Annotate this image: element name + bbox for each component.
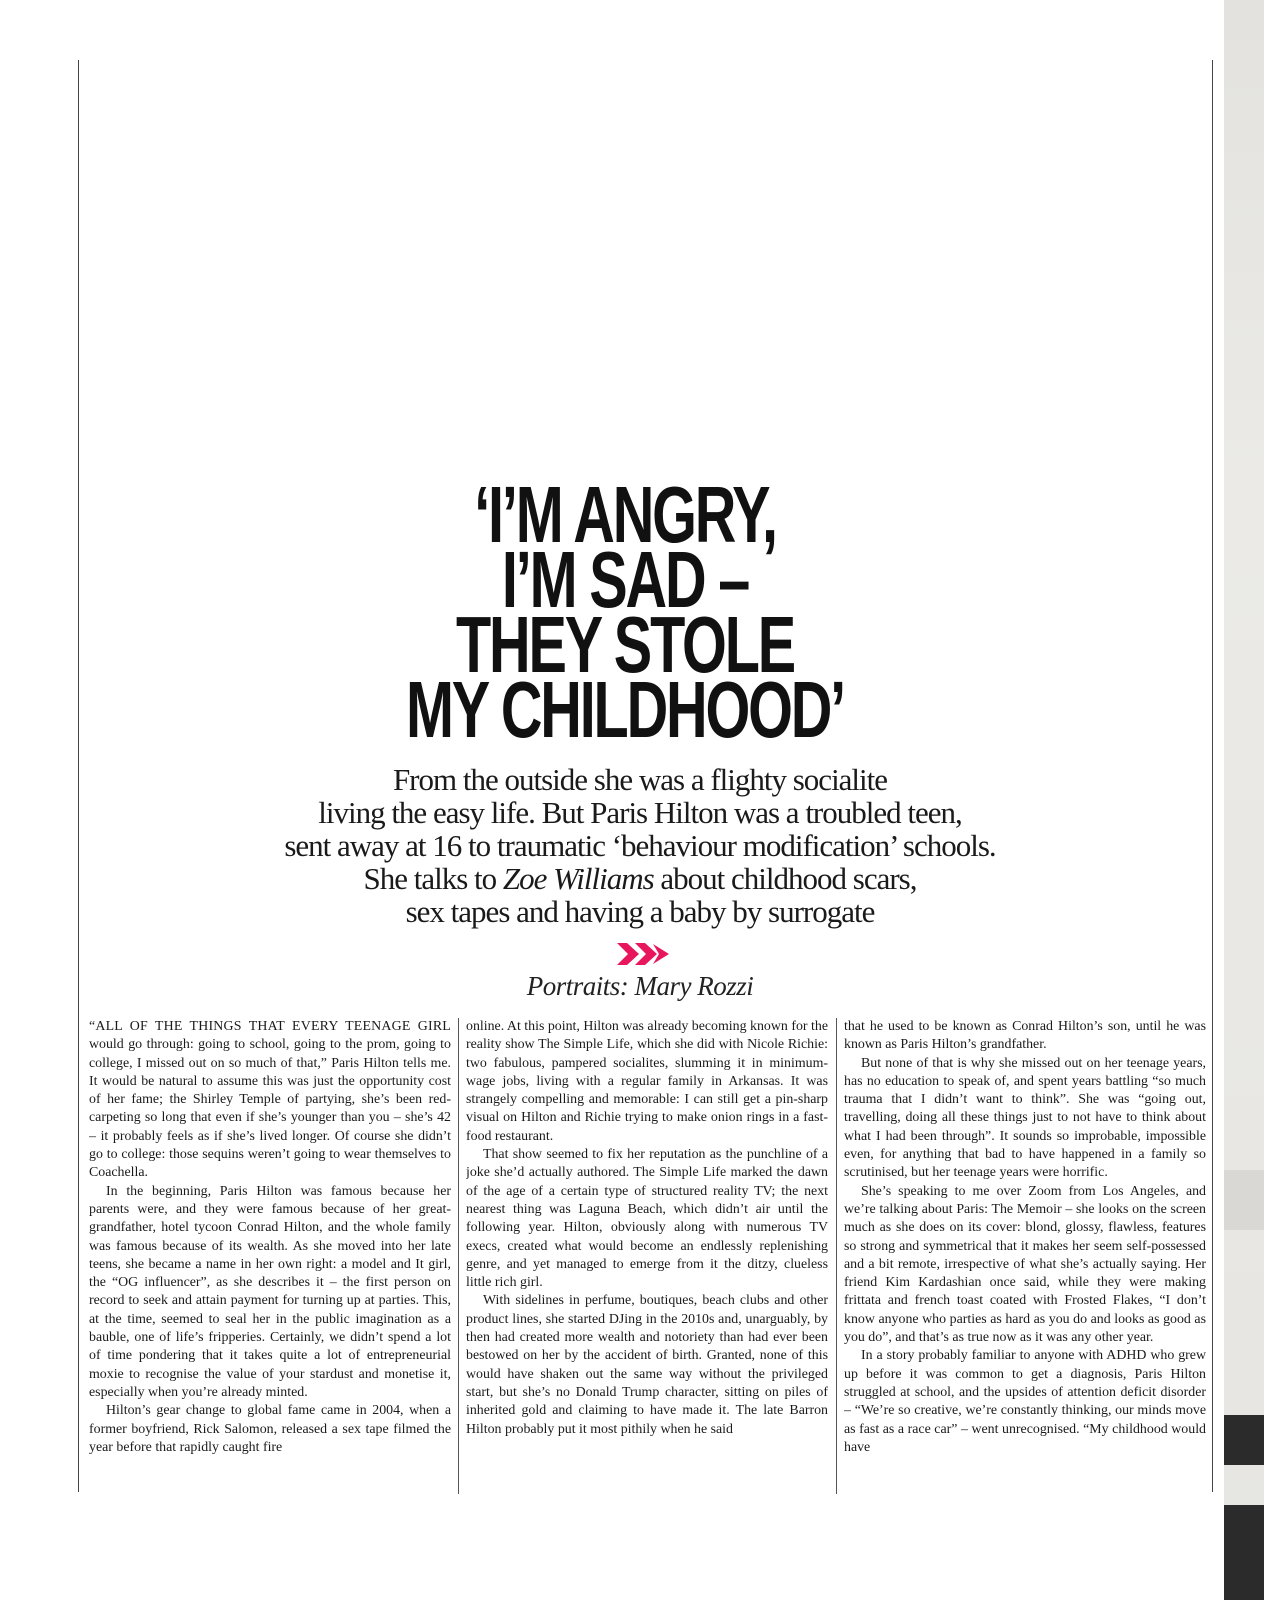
author-name: Zoe Williams — [502, 861, 654, 896]
paragraph: In the beginning, Paris Hilton was famous because her parents were, and they were famous because of her great-grandfather, hotel tycoon Conrad Hilton, and the whole family was famous because of its wealth. As she moved into her late teens, she became a name in her own right: a model and It girl, the “OG influencer”, as she describes it – the first person on record to seek and attain payment for turning up at parties. This, at the time, seemed to seal her in the public imagination as a bauble, one of life’s fripperies. Certainly, we didn’t spend a lot of time pondering that it takes quite a lot of entrepreneurial moxie to recognise the value of your stardust and monetise it, especially when you’re already minted. — [89, 1183, 451, 1400]
photo-credit: Portraits: Mary Rozzi — [526, 971, 754, 1001]
paragraph: that he used to be known as Conrad Hilton’s son, until he was known as Paris Hilton’s grandfather. — [844, 1019, 1206, 1053]
paragraph: But none of that is why she missed out on her teenage years, has no education to speak of, and spent years battling “so much trauma that I didn’t want to think”. She was “going out, travelling, doing all these things just to not have to think about what I had been through”. It sounds so improbable, impossible even, for anything that bad to have happened in a family so scrutinised, but her teenage years were horrific. — [844, 1055, 1206, 1181]
photo-band — [1224, 1170, 1264, 1230]
standfirst-text: about childhood scars, — [653, 861, 917, 896]
opening-caps: “ALL OF THE THINGS THAT EVERY TEENAGE GIRL — [89, 1019, 451, 1034]
standfirst-text: She talks to — [363, 861, 503, 896]
paragraph: online. At this point, Hilton was already becoming known for the reality show The Simple Life, which she did with Nicole Richie: two fabulous, pampered socialites, slumming it in minimum-wage jobs, living with a regular family in Arkansas. It was strangely compelling and memorable: I can still get a pin-sharp visual on Hilton and Richie trying to make onion rings in a fast-food restaurant. — [466, 1019, 828, 1144]
double-arrow-ornament-icon — [617, 940, 671, 968]
paragraph — [89, 1018, 451, 1183]
body-column-2 — [466, 1018, 828, 1498]
headline-line: I’M SAD – — [501, 535, 749, 624]
photo-band — [1224, 1505, 1264, 1600]
body-column-3 — [844, 1018, 1206, 1498]
article-standfirst — [200, 763, 1080, 928]
paragraph: She’s speaking to me over Zoom from Los Angeles, and we’re talking about Paris: The Memoir – she looks on the screen much as she does on its cover: blond, glossy, flawless, features so strong and symmetrical that it makes her seem self-possessed and a bit remote, irrespective of what she’s actually saying. Her friend Kim Kardashian once said, while they were making frittata and french toast coated with Frosted Flakes, “I don’t know anyone who parties as hard as you do and looks as good as you do”, and that’s as true now as it was any other year. — [844, 1183, 1206, 1346]
page-right-rule — [1212, 60, 1213, 1492]
paragraph: Hilton’s gear change to global fame came in 2004, when a former boyfriend, Rick Salomon, released a sex tape filmed the year before that rapidly caught fire — [89, 1403, 451, 1455]
body-column-1 — [89, 1018, 451, 1498]
paragraph: In a story probably familiar to anyone with ADHD who grew up before it was common to get a diagnosis, Paris Hilton struggled at school, and the upsides of attention deficit disorder – “We’re so creative, we’re constantly thinking, our minds move as fast as a race car” – went unrecognised. “My childhood would have — [844, 1348, 1206, 1455]
paragraph-text: would go through: going to school, going to the prom, going to college, I missed out on so much of that,” Paris Hilton tells me. It would be natural to assume this was just the opportunity cost of her fame; the Shirley Temple of partying, she’s been red-carpeting so long that even if she’s younger than you – she’s 42 – it probably feels as if she’s lived longer. Of course she didn’t go to college: those sequins weren’t going to wear themselves to Coachella. — [89, 1037, 451, 1181]
article-headline — [391, 470, 859, 754]
column-divider — [836, 1018, 837, 1494]
headline-line: THEY STOLE — [456, 600, 794, 689]
standfirst-line: living the easy life. But Paris Hilton was a troubled teen, — [318, 795, 962, 830]
standfirst-line: From the outside she was a flighty socialite — [392, 762, 888, 797]
photo-band — [1224, 1415, 1264, 1465]
paragraph: With sidelines in perfume, boutiques, beach clubs and other product lines, she started DJing in the 2010s and, unarguably, by then had created more wealth and notoriety than had ever been bestowed on her by the accident of birth. Granted, none of this would have shaken out the same way without the privileged start, but she’s no Donald Trump character, sitting on piles of inherited gold and claiming to have made it. The late Barron Hilton probably put it most pithily when he said — [466, 1293, 828, 1437]
standfirst-line — [200, 862, 1080, 895]
headline-line: ‘I’M ANGRY, — [474, 470, 776, 559]
column-divider — [458, 1018, 459, 1494]
standfirst-line: sex tapes and having a baby by surrogate — [405, 894, 875, 929]
page-left-rule — [78, 60, 79, 1492]
standfirst-line: sent away at 16 to traumatic ‘behaviour modification’ schools. — [284, 828, 996, 863]
adjacent-page-photo — [1224, 0, 1264, 1600]
headline-line: MY CHILDHOOD’ — [405, 665, 845, 754]
paragraph: That show seemed to fix her reputation as the punchline of a joke she’d actually authored. The Simple Life marked the dawn of the age of a certain type of structured reality TV; the next nearest thing was Laguna Beach, which didn’t air until the following year. Hilton, obviously along with numerous TV execs, created what would become an endlessly replenishing genre, and yet managed to emerge from it the ditzy, clueless little rich girl. — [466, 1147, 828, 1291]
